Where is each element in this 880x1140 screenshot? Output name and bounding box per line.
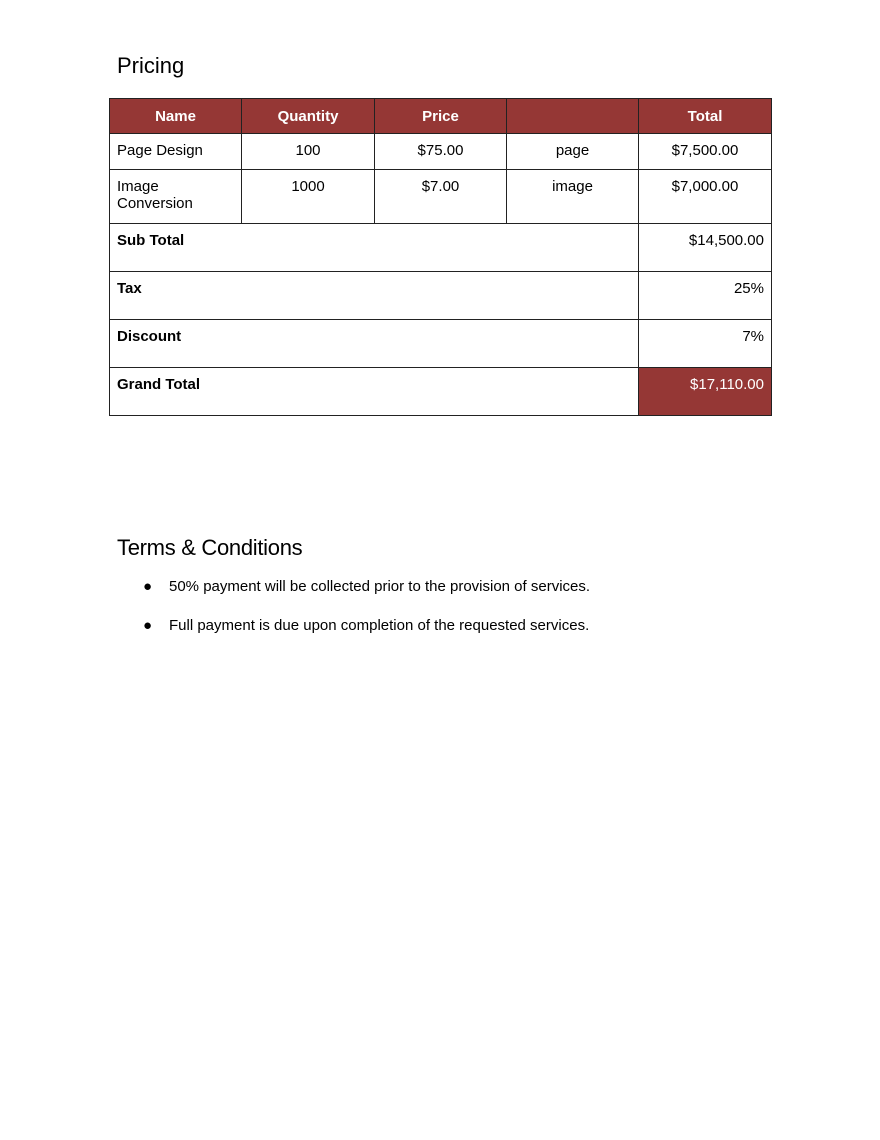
item-unit: image — [507, 170, 639, 224]
item-total: $7,000.00 — [639, 170, 772, 224]
header-unit — [507, 99, 639, 134]
subtotal-row — [110, 224, 772, 272]
tax-row — [110, 272, 772, 320]
item-name: Page Design — [110, 134, 242, 170]
bullet-icon: ● — [143, 578, 153, 595]
term-text: 50% payment will be collected prior to the provision of services. — [169, 578, 591, 595]
terms-heading: Terms & Conditions — [117, 535, 303, 560]
bullet-icon: ● — [143, 617, 153, 634]
pricing-heading: Pricing — [117, 53, 185, 78]
grand-total-row — [110, 368, 772, 416]
pricing-table — [109, 98, 772, 416]
item-quantity: 1000 — [242, 170, 375, 224]
term-text: Full payment is due upon completion of the requested services. — [169, 617, 590, 634]
header-price: Price — [375, 99, 507, 134]
table-row — [110, 170, 772, 224]
subtotal-value: $14,500.00 — [639, 224, 772, 272]
grand-total-value: $17,110.00 — [639, 368, 772, 416]
item-unit: page — [507, 134, 639, 170]
discount-value: 7% — [639, 320, 772, 368]
table-row — [110, 134, 772, 170]
grand-total-label: Grand Total — [110, 368, 639, 416]
item-total: $7,500.00 — [639, 134, 772, 170]
header-name: Name — [110, 99, 242, 134]
item-price: $75.00 — [375, 134, 507, 170]
header-total: Total — [639, 99, 772, 134]
discount-label: Discount — [110, 320, 639, 368]
list-item — [140, 578, 590, 617]
discount-row — [110, 320, 772, 368]
table-header-row — [110, 99, 772, 134]
header-quantity: Quantity — [242, 99, 375, 134]
tax-value: 25% — [639, 272, 772, 320]
subtotal-label: Sub Total — [110, 224, 639, 272]
item-price: $7.00 — [375, 170, 507, 224]
item-quantity: 100 — [242, 134, 375, 170]
list-item — [140, 617, 590, 656]
terms-list — [140, 578, 590, 656]
tax-label: Tax — [110, 272, 639, 320]
item-name: Image Conversion — [110, 170, 242, 224]
